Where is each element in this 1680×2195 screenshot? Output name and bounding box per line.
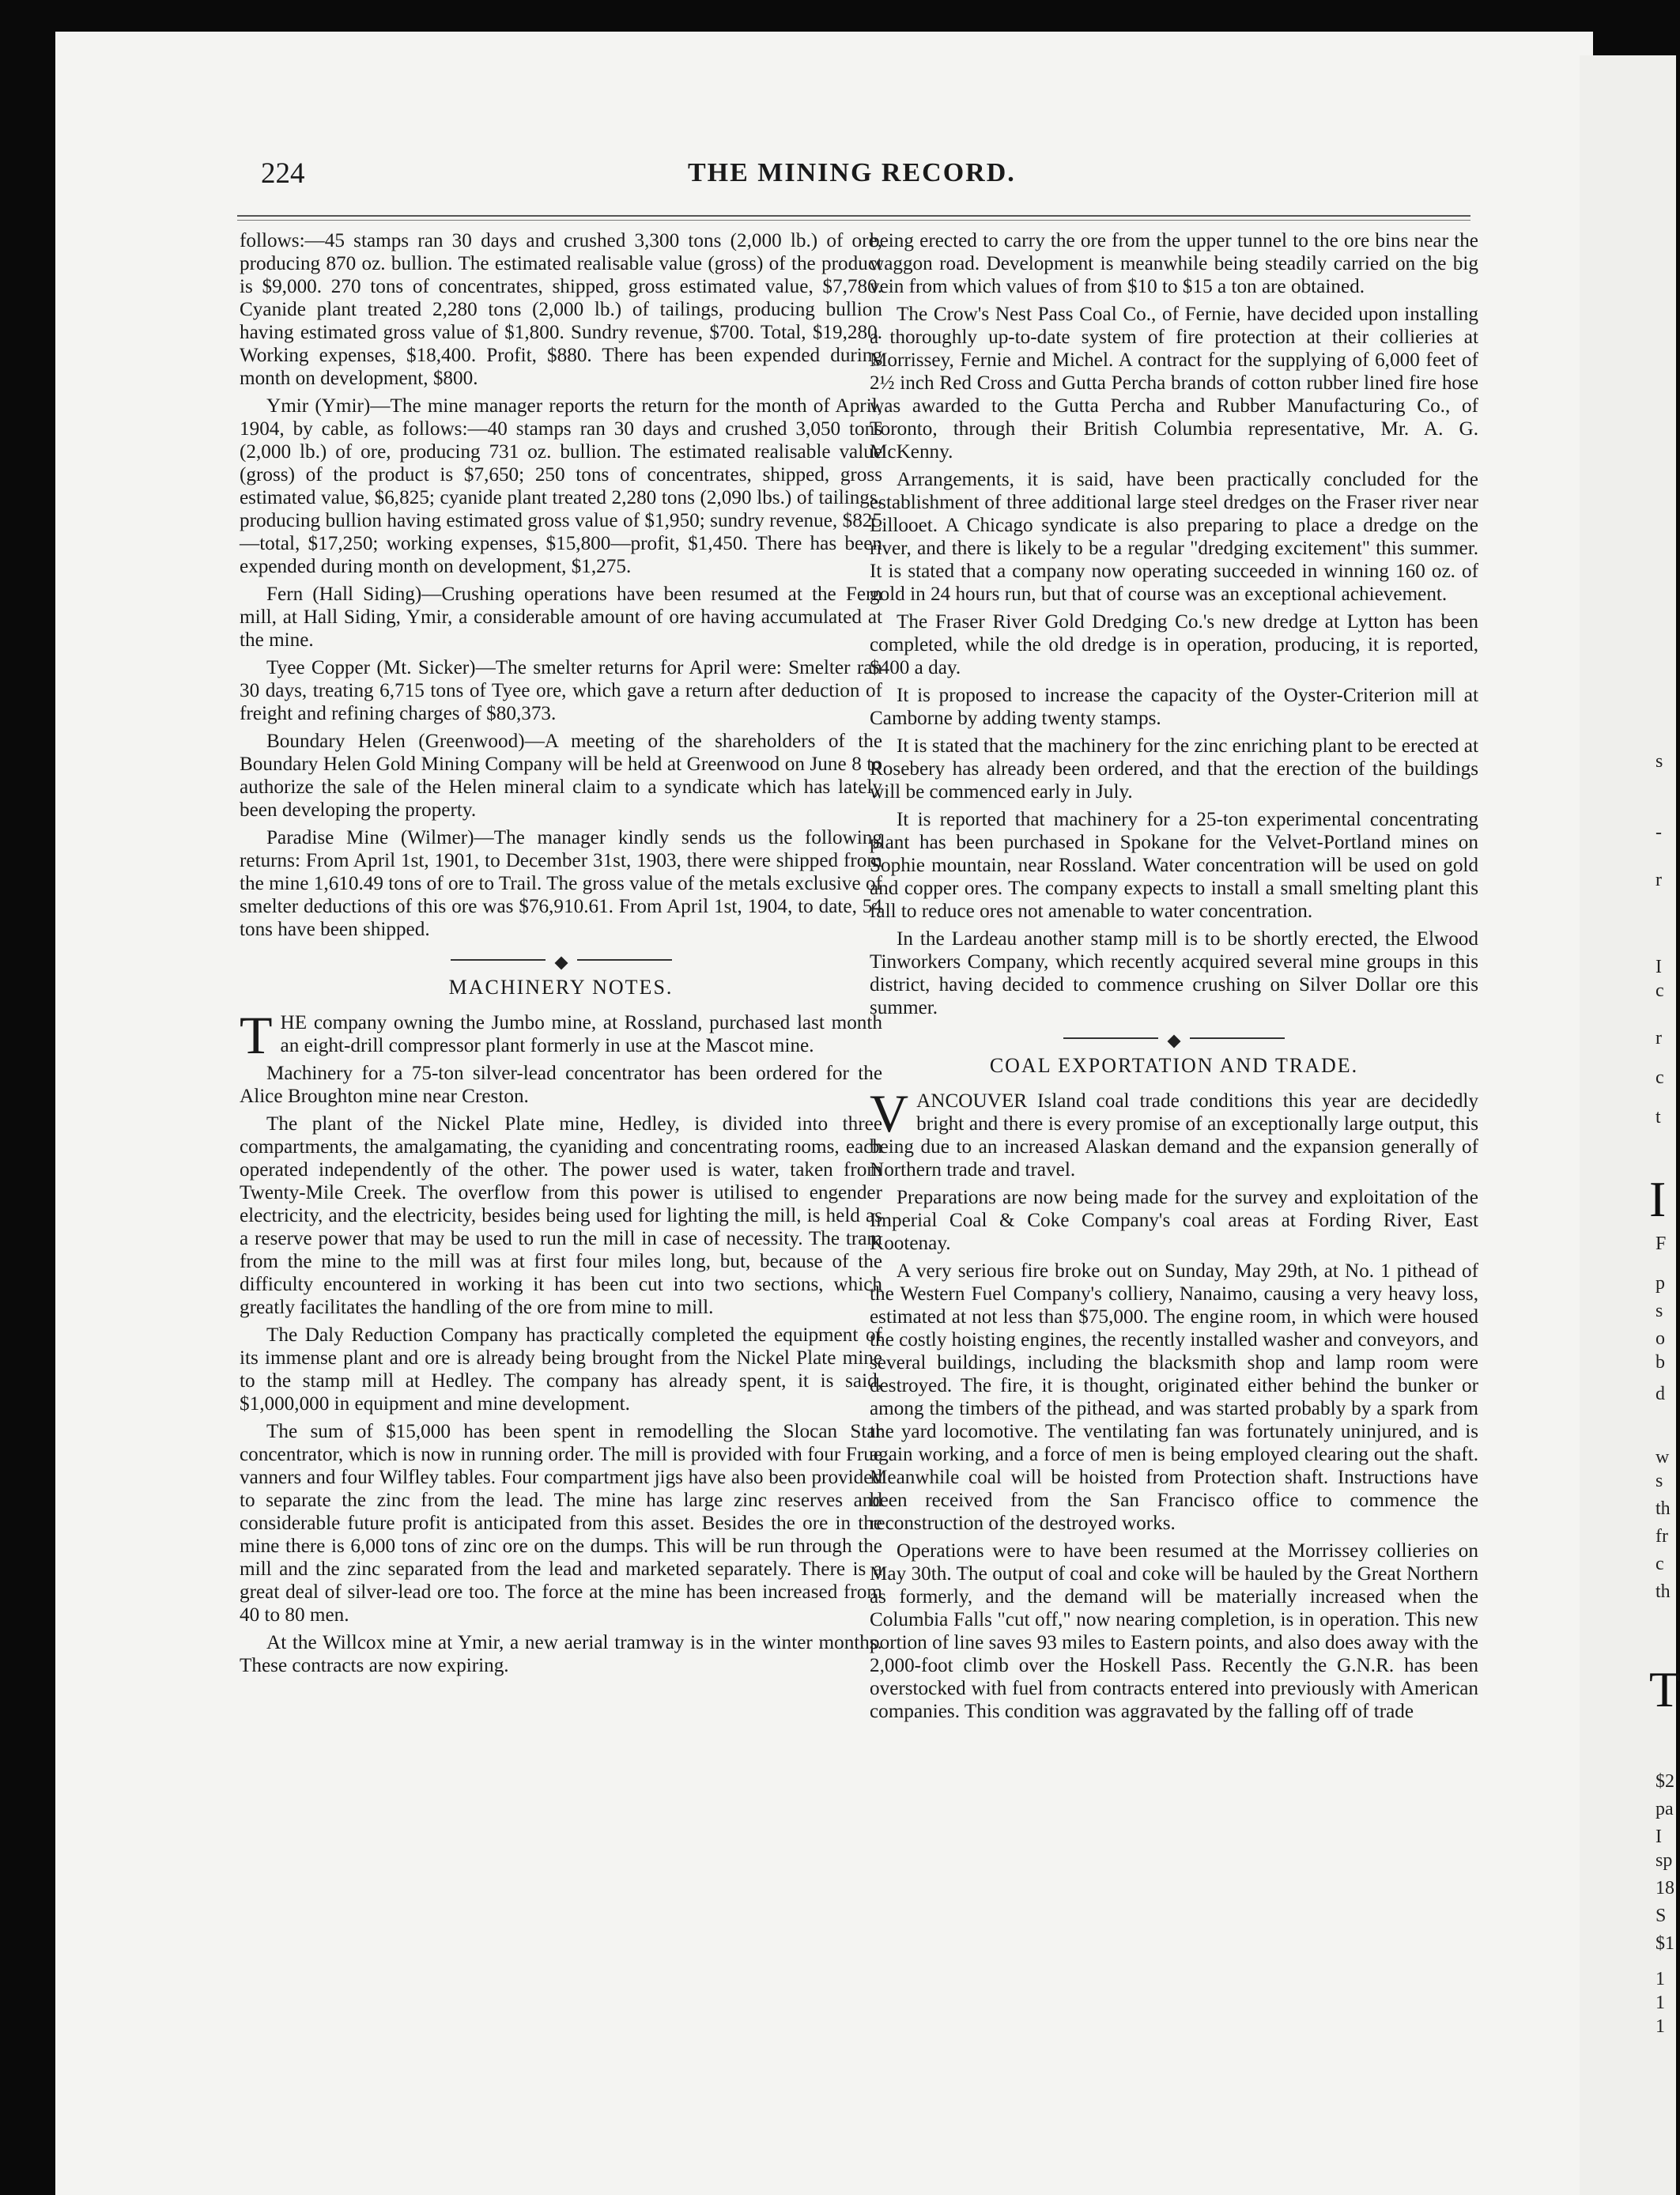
adjacent-page-fragment: 18 bbox=[1655, 1878, 1674, 1898]
article-paragraph-lead bbox=[870, 1083, 1478, 1181]
adjacent-page-fragment: c bbox=[1655, 980, 1664, 1001]
drop-cap: V bbox=[870, 1083, 909, 1143]
page-number: 224 bbox=[261, 157, 305, 190]
adjacent-page-fragment: T bbox=[1649, 1661, 1680, 1717]
article-paragraph: Fern (Hall Siding)—Crushing operations have been resumed at the Fern mill, at Hall Siding, Ymir, a considerable amount of ore having accumulated at the mine. bbox=[240, 584, 882, 651]
article-paragraph: Arrangements, it is said, have been practically concluded for the establishment of three additional large steel dredges on the Fraser river near Lillooet. A Chicago syndicate is also preparing to place a dredge on the river, and there is likely to be a regular "dredging excitement" this summer. It is stated that a company now operating succeeded in winning 160 oz. of gold in 24 hours run, but that of course was an exceptional achievement. bbox=[870, 469, 1478, 605]
right-column bbox=[870, 229, 1478, 1728]
adjacent-page-fragment: fr bbox=[1655, 1526, 1668, 1547]
article-paragraph: Paradise Mine (Wilmer)—The manager kindly sends us the following returns: From April 1st, 1901, to December 31st, 1903, there were shipped from the mine 1,610.49 tons of ore to Trail. The gross value of the metals exclusive of smelter deductions of this ore was $76,910.61. From April 1st, 1904, to date, 54 tons have been shipped. bbox=[240, 827, 882, 940]
adjacent-page-fragment: s bbox=[1655, 1471, 1663, 1491]
adjacent-page-fragment: I bbox=[1655, 1827, 1662, 1847]
divider-line bbox=[577, 959, 672, 961]
article-paragraph: Ymir (Ymir)—The mine manager reports the return for the month of April, 1904, by cable, as follows:—40 stamps ran 30 days and crushed 3,050 tons (2,000 lb.) of ore, producing 731 oz. bullion. The estimated realisable value (gross) of the product is $7,650; 250 tons of concentrates, shipped, gross estimated value, $6,825; cyanide plant treated 2,280 tons (2,090 lbs.) of tailings, producing bullion having estimated gross value of $1,950; sundry revenue, $825—total, $17,250; working expenses, $15,800—profit, $1,450. There has been expended during month on development, $1,275. bbox=[240, 395, 882, 577]
diamond-icon bbox=[1168, 1035, 1181, 1048]
adjacent-page-fragment: c bbox=[1655, 1554, 1664, 1574]
article-paragraph: follows:—45 stamps ran 30 days and crushed 3,300 tons (2,000 lb.) of ore, producing 870 oz. bullion. The estimated realisable value (gross) of the product is $9,000. 270 tons of concentrates, shipped, gross estimated value, $7,780. Cyanide plant treated 2,280 tons (2,000 lb.) of tailings, producing bullion having estimated gross value of $1,800. Sundry revenue, $700. Total, $19,280. Working expenses, $18,400. Profit, $880. There has been expended during month on development, $800. bbox=[240, 230, 882, 389]
adjacent-page-fragment: o bbox=[1655, 1328, 1665, 1349]
article-paragraph: A very serious fire broke out on Sunday, May 29th, at No. 1 pithead of the Western Fuel Company's colliery, Nanaimo, causing a very heavy loss, estimated at not less than $75,000. The engine room, in which were housed the costly hoisting engines, the recently installed washer and conveyors, and several buildings, including the blacksmith shop and lamp room were destroyed. The fire, it is thought, originated either behind the bunker or among the timbers of the pithead, and was started probably by a spark from the yard locomotive. The ventilating fan was fortunately uninjured, and is again working, and a force of men is being employed clearing out the shaft. Meanwhile coal will be hoisted from Protection shaft. Instructions have been received from the San Francisco office to commence the reconstruction of the destroyed works. bbox=[870, 1260, 1478, 1534]
article-paragraph: At the Willcox mine at Ymir, a new aerial tramway is in the winter months. These contracts are now expiring. bbox=[240, 1632, 882, 1676]
adjacent-page-fragment: I bbox=[1655, 957, 1662, 977]
adjacent-page-fragment: d bbox=[1655, 1384, 1665, 1404]
adjacent-page-fragment: S bbox=[1655, 1906, 1667, 1926]
section-heading-machinery: MACHINERY NOTES. bbox=[448, 976, 674, 999]
article-paragraph: The Daly Reduction Company has practically completed the equipment of its immense plant and ore is already being brought from the Nickel Plate mine to the stamp mill at Hedley. The company has already spent, it is said, $1,000,000 in equipment and mine development. bbox=[240, 1324, 882, 1415]
article-paragraph: In the Lardeau another stamp mill is to be shortly erected, the Elwood Tinworkers Company, which recently acquired several mine groups in this district, having decided to commence crushing on Silver Dollar ore this summer. bbox=[870, 928, 1478, 1018]
article-paragraph: The plant of the Nickel Plate mine, Hedley, is divided into three compartments, the amalgamating, the cyaniding and concentrating rooms, each operated independently of the other. The power used is water, taken from Twenty-Mile Creek. The overflow from this power is utilised to engender electricity, and the electricity, besides being used for lighting the mill, is held as a reserve power that may be used to run the mill in case of necessity. The tram from the mine to the mill was at first four miles long, but, because of the difficulty encountered in working it has been cut into two sections, which greatly facilitates the handling of the ore from mine to mill. bbox=[240, 1113, 882, 1318]
journal-title: THE MINING RECORD. bbox=[688, 158, 1016, 187]
adjacent-page-fragment: pa bbox=[1655, 1799, 1674, 1819]
adjacent-page-fragment: th bbox=[1655, 1581, 1671, 1602]
adjacent-page-fragment: c bbox=[1655, 1067, 1664, 1088]
article-paragraph: Preparations are now being made for the survey and exploitation of the Imperial Coal & Coke Company's coal areas at Fording River, East Kootenay. bbox=[870, 1187, 1478, 1254]
adjacent-page-edge bbox=[1580, 55, 1680, 2195]
page-header bbox=[261, 150, 1423, 198]
header-rule bbox=[237, 215, 1470, 221]
article-paragraph: The Crow's Nest Pass Coal Co., of Fernie, have decided upon installing a thoroughly up-to-date system of fire protection at their collieries at Morrissey, Fernie and Michel. A contract for the supplying of 6,000 feet of 2½ inch Red Cross and Gutta Percha brands of cotton rubber lined fire hose was awarded to the Gutta Percha and Rubber Manufacturing Co., of Toronto, through their British Columbia representative, Mr. A. G. McKenny. bbox=[870, 304, 1478, 463]
left-column bbox=[240, 229, 882, 1682]
adjacent-page-fragment: s bbox=[1655, 1301, 1663, 1321]
article-paragraph: Boundary Helen (Greenwood)—A meeting of the shareholders of the Boundary Helen Gold Mining Company will be held at Greenwood on June 8 to authorize the sale of the Helen mineral claim to a syndicate which has lately been developing the property. bbox=[240, 731, 882, 821]
section-divider-ornament bbox=[240, 950, 882, 969]
adjacent-page-fragment: - bbox=[1655, 822, 1662, 843]
divider-line bbox=[451, 959, 546, 961]
lead-text: ANCOUVER Island coal trade conditions this year are decidedly bright and there is every promise of an exceptionally large output, this being due to an increased Alaskan demand and the expansion generally of Northern trade and travel. bbox=[870, 1090, 1478, 1181]
article-paragraph: Machinery for a 75-ton silver-lead concentrator has been ordered for the Alice Broughton mine near Creston. bbox=[240, 1063, 882, 1107]
adjacent-page-fragment: p bbox=[1655, 1273, 1665, 1294]
adjacent-page-fragment: th bbox=[1655, 1498, 1671, 1519]
adjacent-page-fragment: b bbox=[1655, 1352, 1665, 1373]
adjacent-page-fragment: r bbox=[1655, 1028, 1662, 1048]
adjacent-page-fragment: 1 bbox=[1655, 1993, 1665, 2013]
article-paragraph: It is stated that the machinery for the zinc enriching plant to be erected at Rosebery has already been ordered, and that the erection of the buildings will be commenced early in July. bbox=[870, 735, 1478, 803]
adjacent-page-fragment: I bbox=[1649, 1171, 1667, 1227]
adjacent-page-fragment: 1 bbox=[1655, 2016, 1665, 2037]
diamond-icon bbox=[554, 957, 568, 970]
article-paragraph: The sum of $15,000 has been spent in remodelling the Slocan Star concentrator, which is now in running order. The mill is provided with four Frue vanners and four Wilfley tables. Four compartment jigs have also been provided to separate the zinc from the lead. The mine has large zinc reserves and considerable future profit is anticipated from this asset. Besides the ore in the mine there is 6,000 tons of zinc ore on the dumps. This will be run through the mill and the zinc separated from the lead and marketed separately. There is a great deal of silver-lead ore too. The force at the mine has been increased from 40 to 80 men. bbox=[240, 1421, 882, 1626]
adjacent-page-fragment: r bbox=[1655, 870, 1662, 890]
adjacent-page-fragment: $2 bbox=[1655, 1771, 1674, 1792]
section-heading-coal: COAL EXPORTATION AND TRADE. bbox=[989, 1054, 1359, 1077]
article-paragraph: It is reported that machinery for a 25-ton experimental concentrating plant has been purchased in Spokane for the Velvet-Portland mines on Sophie mountain, near Rossland. Water concentration will be used on gold and copper ores. The company expects to install a small smelting plant this fall to reduce ores not amenable to water concentration. bbox=[870, 809, 1478, 922]
article-paragraph: Operations were to have been resumed at the Morrissey collieries on May 30th. The output of coal and coke will be hauled by the Great Northern as formerly, and the demand will be materially increased when the Columbia Falls "cut off," now nearing completion, is in operation. This new portion of line saves 93 miles to Eastern points, and also does away with the 2,000-foot climb over the Hoskell Pass. Recently the G.N.R. has been overstocked with fuel from contracts entered into previously with American companies. This condition was aggravated by the falling off of trade bbox=[870, 1540, 1478, 1722]
article-paragraph-lead bbox=[240, 1005, 882, 1065]
section-divider-ornament bbox=[870, 1029, 1478, 1048]
article-paragraph: being erected to carry the ore from the upper tunnel to the ore bins near the waggon road. Development is meanwhile being steadily carried on the big vein from which values of from $10 to $15 a ton are obtained. bbox=[870, 230, 1478, 297]
lead-text: HE company owning the Jumbo mine, at Rossland, purchased last month an eight-drill compressor plant formerly in use at the Mascot mine. bbox=[280, 1012, 882, 1056]
divider-line bbox=[1190, 1037, 1285, 1039]
adjacent-page-fragment: w bbox=[1655, 1447, 1670, 1468]
article-paragraph: The Fraser River Gold Dredging Co.'s new dredge at Lytton has been completed, while the old dredge is in operation, producing, it is reported, $400 a day. bbox=[870, 611, 1478, 678]
drop-cap: T bbox=[240, 1005, 273, 1065]
adjacent-page-fragment: t bbox=[1655, 1107, 1661, 1128]
article-paragraph: Tyee Copper (Mt. Sicker)—The smelter returns for April were: Smelter ran 30 days, treating 6,715 tons of Tyee ore, which gave a return after deduction of freight and refining charges of $80,373. bbox=[240, 657, 882, 724]
adjacent-page-fragment: sp bbox=[1655, 1850, 1673, 1871]
adjacent-page-fragment: 1 bbox=[1655, 1969, 1665, 1989]
article-paragraph: It is proposed to increase the capacity of the Oyster-Criterion mill at Camborne by adding twenty stamps. bbox=[870, 685, 1478, 729]
adjacent-page-fragment: F bbox=[1655, 1234, 1667, 1254]
adjacent-page-fragment: $1 bbox=[1655, 1933, 1674, 1954]
divider-line bbox=[1063, 1037, 1158, 1039]
adjacent-page-fragment: s bbox=[1655, 751, 1663, 772]
